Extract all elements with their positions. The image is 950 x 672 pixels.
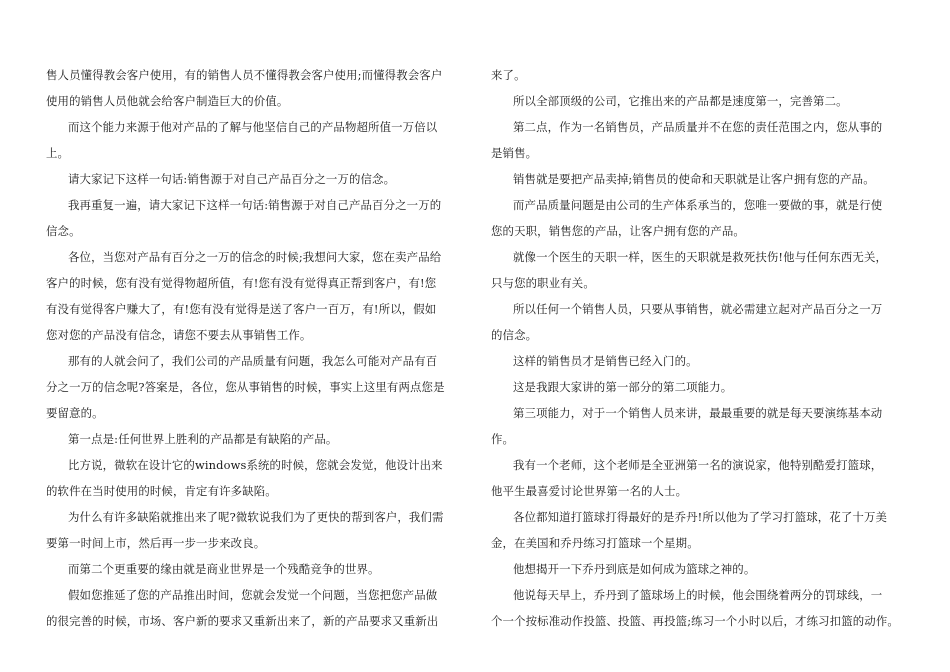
text-line: 客户的时候，您有没有觉得物超所值，有!您有没有觉得真正帮到客户，有!您 bbox=[46, 276, 437, 290]
text-line: 而这个能力来源于他对产品的了解与他坚信自己的产品物超所值一万倍以 bbox=[68, 120, 438, 134]
text-line: 所以全部顶级的公司，它推出来的产品都是速度第一，完善第二。 bbox=[513, 94, 848, 108]
text-line: 所以任何一个销售人员，只要从事销售，就必需建立起对产品百分之一万 bbox=[513, 302, 883, 316]
text-line: 只与您的职业有关。 bbox=[491, 276, 595, 290]
right-text-column bbox=[491, 62, 901, 634]
text-line: 使用的销售人员他就会给客户制造巨大的价值。 bbox=[46, 94, 289, 108]
text-line: 请大家记下这样一句话:销售源于对自己产品百分之一万的信念。 bbox=[68, 172, 396, 186]
text-line: 要留意的。 bbox=[46, 406, 104, 420]
text-line: 个一个按标准动作投篮、投篮、再投篮;练习一个小时以后，才练习扣篮的动作。 bbox=[491, 614, 899, 628]
text-line: 而产品质量问题是由公司的生产体系承当的，您唯一要做的事，就是行使 bbox=[513, 198, 883, 212]
text-line: 就像一个医生的天职一样，医生的天职就是救死扶伤!他与任何东西无关， bbox=[513, 250, 888, 264]
text-line: 这样的销售员才是销售已经入门的。 bbox=[513, 354, 698, 368]
text-line: 这是我跟大家讲的第一部分的第二项能力。 bbox=[513, 380, 733, 394]
text-line: 您的天职，销售您的产品，让客户拥有您的产品。 bbox=[491, 224, 745, 238]
text-line: 而第二个更重要的缘由就是商业世界是一个残酷竞争的世界。 bbox=[68, 562, 380, 576]
text-line: 分之一万的信念呢?答案是，各位，您从事销售的时候，事实上这里有两点您是 bbox=[46, 380, 445, 394]
text-line: 来了。 bbox=[491, 68, 526, 82]
text-line: 第一点是:任何世界上胜利的产品都是有缺陷的产品。 bbox=[68, 432, 338, 446]
text-line: 信念。 bbox=[46, 224, 81, 238]
text-line: 比方说，微软在设计它的windows系统的时候，您就会发觉，他设计出来 bbox=[68, 458, 443, 472]
left-text-column bbox=[46, 62, 458, 634]
text-line: 的信念。 bbox=[491, 328, 538, 342]
text-line: 的很完善的时候，市场、客户新的要求又重新出来了，新的产品要求又重新出 bbox=[46, 614, 439, 628]
text-line: 销售就是要把产品卖掉;销售员的使命和天职就是让客户拥有您的产品。 bbox=[513, 172, 875, 186]
text-line: 为什么有许多缺陷就推出来了呢?微软说我们为了更快的帮到客户，我们需 bbox=[68, 510, 444, 524]
text-line: 那有的人就会问了，我们公司的产品质量有问题，我怎么可能对产品有百 bbox=[68, 354, 438, 368]
text-line: 他想揭开一下乔丹到底是如何成为篮球之神的。 bbox=[513, 562, 756, 576]
text-line: 售人员懂得教会客户使用，有的销售人员不懂得教会客户使用;而懂得教会客户 bbox=[46, 68, 443, 82]
text-line: 要第一时间上市，然后再一步一步来改良。 bbox=[46, 536, 266, 550]
text-line: 的软件在当时使用的时候，肯定有许多缺陷。 bbox=[46, 484, 277, 498]
text-line: 他说每天早上，乔丹到了篮球场上的时候，他会围绕着两分的罚球线，一 bbox=[513, 588, 883, 602]
text-line: 您对您的产品没有信念，请您不要去从事销售工作。 bbox=[46, 328, 312, 342]
text-line: 各位都知道打篮球打得最好的是乔丹!所以他为了学习打篮球，花了十万美 bbox=[513, 510, 888, 524]
text-line: 作。 bbox=[491, 432, 515, 446]
text-line: 我再重复一遍，请大家记下这样一句话:销售源于对自己产品百分之一万的 bbox=[68, 198, 442, 212]
text-line: 他平生最喜爱讨论世界第一名的人士。 bbox=[491, 484, 688, 498]
text-line: 第二点，作为一名销售员，产品质量并不在您的责任范围之内，您从事的 bbox=[513, 120, 883, 134]
text-line: 是销售。 bbox=[491, 146, 538, 160]
text-line: 上。 bbox=[46, 146, 70, 160]
text-line: 金，在美国和乔丹练习打篮球一个星期。 bbox=[491, 536, 699, 550]
text-line: 各位，当您对产品有百分之一万的信念的时候;我想问大家，您在卖产品给 bbox=[68, 250, 442, 264]
text-line: 假如您推延了您的产品推出时间，您就会发觉一个问题，当您把您产品做 bbox=[68, 588, 438, 602]
text-line: 有没有觉得客户赚大了，有!您有没有觉得是送了客户一百万，有!所以，假如 bbox=[46, 302, 437, 316]
text-line: 第三项能力，对于一个销售人员来讲，最最重要的就是每天要演练基本动 bbox=[513, 406, 883, 420]
text-line: 我有一个老师，这个老师是全亚洲第一名的演说家，他特别酷爱打篮球， bbox=[513, 458, 883, 472]
